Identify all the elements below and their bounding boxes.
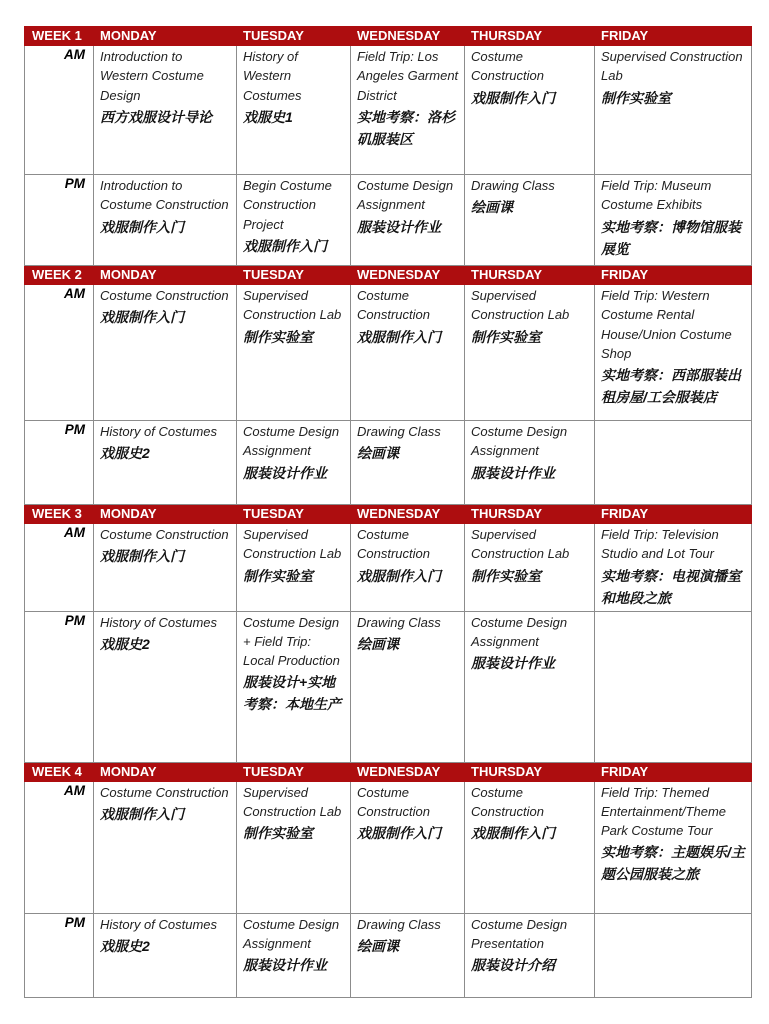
week-3-am-tuesday-cell xyxy=(237,524,351,612)
activity-chinese: 制作实验室 xyxy=(243,328,313,345)
week-2-label: WEEK 2 xyxy=(25,266,94,285)
week-3-friday-header: FRIDAY xyxy=(595,505,752,524)
activity-english: Field Trip: Themed Entertainment/Theme Park Costume Tour xyxy=(601,784,727,839)
activity-english: Costume Construction xyxy=(357,288,430,323)
week-4-thursday-header: THURSDAY xyxy=(465,762,595,781)
week-4-am-tuesday-cell xyxy=(237,781,351,913)
activity-english: Supervised Construction Lab xyxy=(471,288,570,323)
week-1-am-wednesday-cell xyxy=(351,46,465,175)
week-1-thursday-header: THURSDAY xyxy=(465,27,595,46)
activity-english: Introduction to Costume Construction xyxy=(100,178,229,213)
week-2-wednesday-header: WEDNESDAY xyxy=(351,266,465,285)
activity-english: Field Trip: Western Costume Rental House/Union Costume Shop xyxy=(601,288,732,361)
week-3-pm-friday-cell xyxy=(595,611,752,762)
week-1-header-row xyxy=(25,27,752,46)
activity-english: Costume Construction xyxy=(100,784,229,800)
week-1-am-tuesday-cell xyxy=(237,46,351,175)
week-3-label: WEEK 3 xyxy=(25,505,94,524)
activity-english: Costume Construction xyxy=(100,288,229,303)
week-1-pm-monday-cell xyxy=(94,175,237,266)
activity-english: Costume Design + Field Trip: Local Production xyxy=(243,614,340,669)
week-4-pm-monday-cell xyxy=(94,913,237,997)
week-2-pm-label: PM xyxy=(25,421,94,505)
week-3-am-monday-cell xyxy=(94,524,237,612)
week-4-am-thursday-cell xyxy=(465,781,595,913)
week-3-pm-thursday-cell xyxy=(465,611,595,762)
week-4-pm-label: PM xyxy=(25,913,94,997)
week-3-am-wednesday-cell xyxy=(351,524,465,612)
activity-chinese: 绘画课 xyxy=(357,635,399,652)
activity-chinese: 绘画课 xyxy=(357,937,399,954)
activity-chinese: 西方戏服设计导论 xyxy=(100,108,212,125)
schedule-table xyxy=(24,26,752,998)
week-3-thursday-header: THURSDAY xyxy=(465,505,595,524)
week-1-am-thursday-cell xyxy=(465,46,595,175)
week-2-pm-wednesday-cell xyxy=(351,421,465,505)
activity-chinese: 服装设计作业 xyxy=(471,655,555,672)
week-2-pm-thursday-cell xyxy=(465,421,595,505)
week-3-am-label: AM xyxy=(25,524,94,612)
week-2-pm-monday-cell xyxy=(94,421,237,505)
week-4-pm-friday-cell xyxy=(595,913,752,997)
week-4-am-monday-cell xyxy=(94,781,237,913)
week-2-tuesday-header: TUESDAY xyxy=(237,266,351,285)
week-1-pm-tuesday-cell xyxy=(237,175,351,266)
week-3-tuesday-header: TUESDAY xyxy=(237,505,351,524)
activity-english: Supervised Construction Lab xyxy=(243,784,342,819)
activity-english: Costume Construction xyxy=(357,527,430,562)
week-1-am-monday-cell xyxy=(94,46,237,175)
activity-english: Drawing Class xyxy=(357,424,441,439)
week-3-pm-tuesday-cell xyxy=(237,611,351,762)
activity-chinese: 实地考察：西部服装出租房屋/工会服装店 xyxy=(601,367,741,406)
activity-chinese: 服装设计作业 xyxy=(357,218,441,235)
activity-english: Drawing Class xyxy=(471,178,555,193)
activity-chinese: 戏服制作入门 xyxy=(100,309,184,326)
activity-chinese: 服装设计+实地考察：本地生产 xyxy=(243,674,341,713)
activity-english: Drawing Class xyxy=(357,614,441,630)
week-3-pm-label: PM xyxy=(25,611,94,762)
week-1-label: WEEK 1 xyxy=(25,27,94,46)
week-2-header-row xyxy=(25,266,752,285)
week-4-am-friday-cell xyxy=(595,781,752,913)
activity-english: Field Trip: Television Studio and Lot Tour xyxy=(601,527,719,562)
week-1-pm-wednesday-cell xyxy=(351,175,465,266)
activity-chinese: 戏服史2 xyxy=(100,937,150,954)
activity-english: History of Western Costumes xyxy=(243,49,302,103)
activity-english: History of Costumes xyxy=(100,424,218,439)
week-2-pm-friday-cell xyxy=(595,421,752,505)
week-1-am-friday-cell xyxy=(595,46,752,175)
week-2-friday-header: FRIDAY xyxy=(595,266,752,285)
activity-chinese: 绘画课 xyxy=(357,445,399,462)
week-4-pm-thursday-cell xyxy=(465,913,595,997)
week-2-monday-header: MONDAY xyxy=(94,266,237,285)
week-3-am-row xyxy=(25,524,752,612)
activity-english: Costume Design Presentation xyxy=(471,916,568,951)
week-2-am-friday-cell xyxy=(595,285,752,421)
activity-english: Supervised Construction Lab xyxy=(601,49,743,84)
activity-chinese: 服装设计作业 xyxy=(243,957,327,974)
week-2-thursday-header: THURSDAY xyxy=(465,266,595,285)
activity-chinese: 戏服制作入门 xyxy=(357,567,441,584)
activity-english: Supervised Construction Lab xyxy=(243,527,342,562)
week-1-monday-header: MONDAY xyxy=(94,27,237,46)
activity-chinese: 制作实验室 xyxy=(471,328,541,345)
activity-english: Drawing Class xyxy=(357,916,441,932)
activity-chinese: 制作实验室 xyxy=(601,89,671,106)
week-1-friday-header: FRIDAY xyxy=(595,27,752,46)
week-1-am-row xyxy=(25,46,752,175)
activity-english: Costume Construction xyxy=(471,784,544,819)
activity-chinese: 制作实验室 xyxy=(243,567,313,584)
activity-english: Costume Design Assignment xyxy=(471,614,568,649)
week-1-pm-row xyxy=(25,175,752,266)
activity-chinese: 实地考察：主题娱乐/主题公园服装之旅 xyxy=(601,844,745,883)
activity-chinese: 服装设计作业 xyxy=(243,464,327,481)
week-2-am-tuesday-cell xyxy=(237,285,351,421)
activity-english: Supervised Construction Lab xyxy=(243,288,342,323)
week-4-monday-header: MONDAY xyxy=(94,762,237,781)
activity-english: Costume Design Assignment xyxy=(243,916,340,951)
week-4-tuesday-header: TUESDAY xyxy=(237,762,351,781)
activity-chinese: 实地考察：电视演播室和地段之旅 xyxy=(601,567,741,606)
week-4-friday-header: FRIDAY xyxy=(595,762,752,781)
activity-chinese: 戏服史2 xyxy=(100,635,150,652)
activity-chinese: 戏服史1 xyxy=(243,108,293,125)
activity-chinese: 戏服制作入门 xyxy=(471,825,555,842)
week-1-wednesday-header: WEDNESDAY xyxy=(351,27,465,46)
week-1-tuesday-header: TUESDAY xyxy=(237,27,351,46)
activity-chinese: 戏服制作入门 xyxy=(357,825,441,842)
activity-chinese: 戏服制作入门 xyxy=(357,328,441,345)
activity-chinese: 制作实验室 xyxy=(243,825,313,842)
activity-chinese: 实地考察：洛杉矶服装区 xyxy=(357,108,455,147)
activity-chinese: 戏服制作入门 xyxy=(471,89,555,106)
week-4-wednesday-header: WEDNESDAY xyxy=(351,762,465,781)
activity-chinese: 戏服制作入门 xyxy=(100,548,184,565)
activity-english: History of Costumes xyxy=(100,614,218,630)
week-3-pm-row xyxy=(25,611,752,762)
week-4-pm-tuesday-cell xyxy=(237,913,351,997)
activity-chinese: 戏服制作入门 xyxy=(100,218,184,235)
activity-english: Costume Design Assignment xyxy=(471,424,568,459)
activity-chinese: 实地考察：博物馆服装展览 xyxy=(601,218,741,257)
week-3-pm-wednesday-cell xyxy=(351,611,465,762)
activity-chinese: 服装设计作业 xyxy=(471,464,555,481)
week-2-pm-row xyxy=(25,421,752,505)
week-4-pm-row xyxy=(25,913,752,997)
week-1-pm-label: PM xyxy=(25,175,94,266)
week-4-pm-wednesday-cell xyxy=(351,913,465,997)
week-2-am-label: AM xyxy=(25,285,94,421)
activity-english: Supervised Construction Lab xyxy=(471,527,570,562)
week-3-am-thursday-cell xyxy=(465,524,595,612)
activity-english: History of Costumes xyxy=(100,916,218,932)
week-4-am-row xyxy=(25,781,752,913)
week-3-monday-header: MONDAY xyxy=(94,505,237,524)
week-2-am-monday-cell xyxy=(94,285,237,421)
activity-english: Costume Construction xyxy=(100,527,229,542)
week-2-am-row xyxy=(25,285,752,421)
week-4-label: WEEK 4 xyxy=(25,762,94,781)
week-4-header-row xyxy=(25,762,752,781)
activity-english: Introduction to Western Costume Design xyxy=(100,49,204,103)
week-4-am-wednesday-cell xyxy=(351,781,465,913)
activity-english: Field Trip: Museum Costume Exhibits xyxy=(601,178,712,213)
activity-chinese: 服装设计介绍 xyxy=(471,957,555,974)
week-2-am-thursday-cell xyxy=(465,285,595,421)
activity-english: Field Trip: Los Angeles Garment District xyxy=(357,49,459,103)
week-1-am-label: AM xyxy=(25,46,94,175)
activity-english: Costume Design Assignment xyxy=(243,424,340,459)
activity-chinese: 戏服制作入门 xyxy=(243,237,327,254)
activity-english: Costume Design Assignment xyxy=(357,178,454,213)
week-1-pm-friday-cell xyxy=(595,175,752,266)
week-3-header-row xyxy=(25,505,752,524)
week-4-am-label: AM xyxy=(25,781,94,913)
activity-chinese: 戏服制作入门 xyxy=(100,805,184,822)
activity-chinese: 戏服史2 xyxy=(100,445,150,462)
activity-chinese: 制作实验室 xyxy=(471,567,541,584)
week-2-am-wednesday-cell xyxy=(351,285,465,421)
week-3-wednesday-header: WEDNESDAY xyxy=(351,505,465,524)
activity-english: Begin Costume Construction Project xyxy=(243,178,332,232)
week-3-am-friday-cell xyxy=(595,524,752,612)
activity-chinese: 绘画课 xyxy=(471,199,513,216)
week-2-pm-tuesday-cell xyxy=(237,421,351,505)
activity-english: Costume Construction xyxy=(357,784,430,819)
week-3-pm-monday-cell xyxy=(94,611,237,762)
activity-english: Costume Construction xyxy=(471,49,544,84)
week-1-pm-thursday-cell xyxy=(465,175,595,266)
